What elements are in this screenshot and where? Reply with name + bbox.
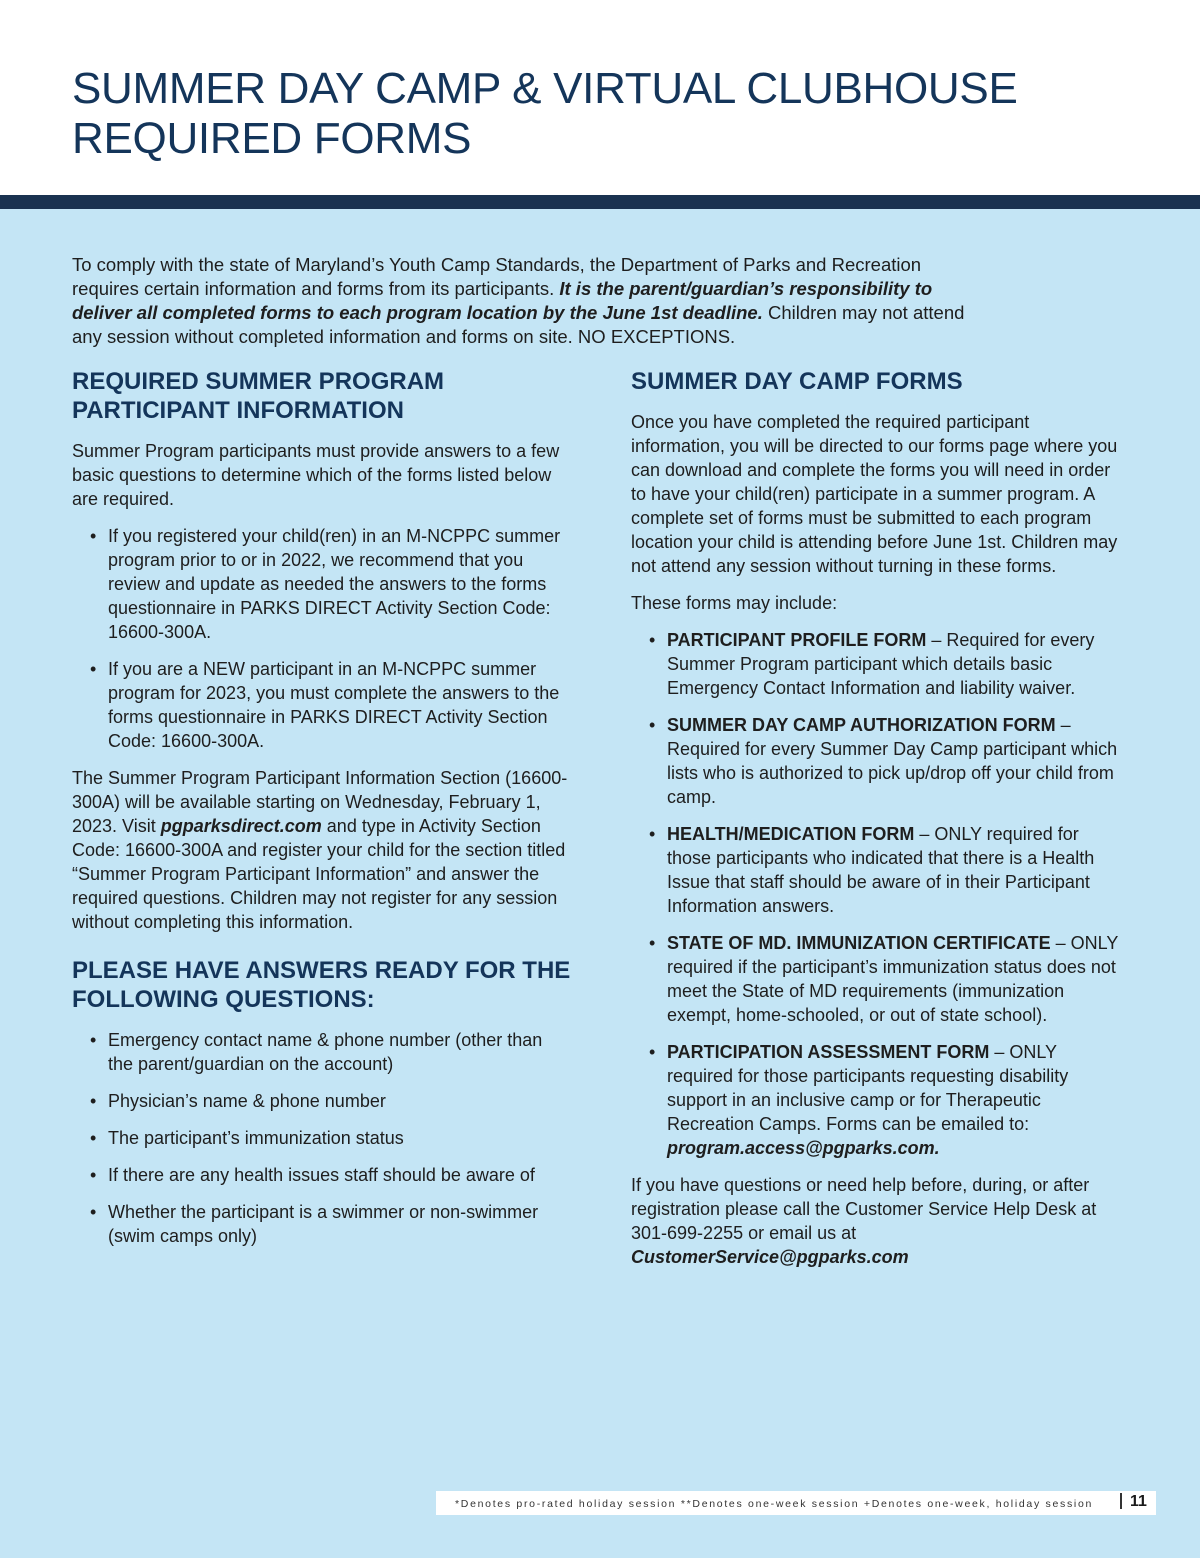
list-item bbox=[72, 1163, 572, 1187]
page-number-separator bbox=[1120, 1493, 1122, 1509]
page-title-line-1: SUMMER DAY CAMP & VIRTUAL CLUBHOUSE bbox=[72, 64, 1018, 113]
forms-intro-paragraph: Once you have completed the required participant information, you will be directed to our forms page where you can download and complete the forms you will need in order to have your child(ren) participate in a summer program. A complete set of forms must be submitted to each program location your child is attending before June 1st. Children may not attend any session without turning in these forms. bbox=[631, 412, 1118, 576]
list-item-text: Emergency contact name & phone number (other than the parent/guardian on the account) bbox=[108, 1030, 543, 1074]
form-description: – ONLY required if the participant’s immunization status does not meet the State of MD requirements (immunization exempt, home-schooled, or out of state school). bbox=[667, 933, 1118, 1025]
bullet-icon: • bbox=[649, 824, 656, 844]
forms-include-label: These forms may include: bbox=[631, 593, 838, 613]
help-desk-paragraph bbox=[631, 1173, 1126, 1269]
page-title bbox=[72, 64, 1018, 164]
bullet-icon: • bbox=[649, 630, 656, 650]
list-item bbox=[72, 524, 572, 644]
questions-list bbox=[72, 1028, 572, 1248]
form-item-authorization bbox=[631, 713, 1126, 809]
list-item bbox=[72, 1200, 572, 1248]
form-item-immunization bbox=[631, 931, 1126, 1027]
list-item-text: Whether the participant is a swimmer or non-swimmer (swim camps only) bbox=[108, 1202, 539, 1246]
page-header bbox=[0, 0, 1200, 195]
availability-paragraph bbox=[72, 766, 572, 934]
form-name: PARTICIPANT PROFILE FORM bbox=[667, 630, 927, 650]
bullet-icon: • bbox=[90, 1030, 97, 1050]
bullet-icon: • bbox=[90, 1165, 97, 1185]
form-description: – ONLY required for those participants requesting disability support in an inclusive camp or for Therapeutic Recreation Camps. Forms can be emailed to: bbox=[667, 1042, 1069, 1134]
bullet-icon: • bbox=[649, 715, 656, 735]
bullet-icon: • bbox=[90, 1202, 97, 1222]
list-item-text: If you are a NEW participant in an M-NCPPC summer program for 2023, you must complete the answers to the forms questionnaire in PARKS DIRECT Activity Section Code: 16600-300A. bbox=[108, 659, 560, 751]
list-item-text: If there are any health issues staff should be aware of bbox=[108, 1165, 535, 1185]
pgparksdirect-link[interactable]: pgparksdirect.com bbox=[160, 816, 322, 836]
bullet-icon: • bbox=[649, 933, 656, 953]
participant-info-heading: REQUIRED SUMMER PROGRAM PARTICIPANT INFORMATION bbox=[72, 368, 445, 424]
list-item-text: If you registered your child(ren) in an M-NCPPC summer program prior to or in 2022, we recommend that you review and update as needed the answers to the forms questionnaire in PARKS DIRECT Activity Section Code: 16600-300A. bbox=[108, 526, 561, 642]
form-item-health-medication bbox=[631, 822, 1126, 918]
participant-info-list bbox=[72, 524, 572, 753]
list-item-text: Physician’s name & phone number bbox=[108, 1091, 386, 1111]
list-item-text: The participant’s immunization status bbox=[108, 1128, 404, 1148]
help-desk-text: If you have questions or need help before, during, or after registration please call the Customer Service Help Desk at 301-699-2255 or email us at bbox=[631, 1175, 1097, 1243]
list-item bbox=[72, 1126, 572, 1150]
form-name: HEALTH/MEDICATION FORM bbox=[667, 824, 915, 844]
list-item bbox=[72, 1028, 572, 1076]
bullet-icon: • bbox=[649, 1042, 656, 1062]
right-column bbox=[631, 367, 1126, 1282]
questions-heading: PLEASE HAVE ANSWERS READY FOR THE FOLLOWING QUESTIONS: bbox=[72, 957, 571, 1013]
availability-text-a: The Summer Program Participant Information Section (16600-300A) will be available starting on Wednesday, February 1, 2023. Visit bbox=[72, 768, 568, 836]
left-column bbox=[72, 367, 572, 1261]
content-panel bbox=[0, 209, 1200, 1558]
intro-text-2: Children may not attend any session without completed information and forms on site. NO EXCEPTIONS. bbox=[72, 302, 965, 347]
form-item-participant-profile bbox=[631, 628, 1126, 700]
forms-list bbox=[631, 628, 1126, 1160]
form-item-participation-assessment bbox=[631, 1040, 1126, 1160]
bullet-icon: • bbox=[90, 659, 97, 679]
participant-info-intro: Summer Program participants must provide answers to a few basic questions to determine which of the forms listed below are required. bbox=[72, 441, 560, 509]
page-number: 11 bbox=[1130, 1493, 1147, 1510]
footnote-legend: *Denotes pro-rated holiday session **Denotes one-week session +Denotes one-week, holiday session bbox=[455, 1498, 1094, 1510]
list-item bbox=[72, 657, 572, 753]
day-camp-forms-heading: SUMMER DAY CAMP FORMS bbox=[631, 368, 963, 395]
form-description: – ONLY required for those participants who indicated that there is a Health Issue that staff should be aware of in their Participant Information answers. bbox=[667, 824, 1095, 916]
customer-service-email-link[interactable]: CustomerService@pgparks.com bbox=[631, 1247, 909, 1267]
form-description: – Required for every Summer Program participant which details basic Emergency Contact Information and liability waiver. bbox=[667, 630, 1095, 698]
form-name: STATE OF MD. IMMUNIZATION CERTIFICATE bbox=[667, 933, 1051, 953]
bullet-icon: • bbox=[90, 1128, 97, 1148]
program-access-email-link[interactable]: program.access@pgparks.com. bbox=[667, 1138, 940, 1158]
intro-paragraph bbox=[72, 253, 972, 349]
page-title-line-2: REQUIRED FORMS bbox=[72, 114, 472, 163]
availability-text-b: and type in Activity Section Code: 16600-300A and register your child for the section titled “Summer Program Participant Information” and answer the required questions. Children may not register for any session without completing this information. bbox=[72, 816, 566, 932]
bullet-icon: • bbox=[90, 1091, 97, 1111]
intro-text-1: To comply with the state of Maryland’s Youth Camp Standards, the Department of Parks and Recreation requires certain information and forms from its participants. bbox=[72, 254, 922, 299]
form-description: – Required for every Summer Day Camp participant which lists who is authorized to pick up/drop off your child from camp. bbox=[667, 715, 1118, 807]
header-divider-band bbox=[0, 195, 1200, 209]
intro-emphasis: It is the parent/guardian’s responsibility to deliver all completed forms to each program location by the June 1st deadline. bbox=[72, 278, 933, 323]
form-name: SUMMER DAY CAMP AUTHORIZATION FORM bbox=[667, 715, 1056, 735]
list-item bbox=[72, 1089, 572, 1113]
bullet-icon: • bbox=[90, 526, 97, 546]
form-name: PARTICIPATION ASSESSMENT FORM bbox=[667, 1042, 990, 1062]
